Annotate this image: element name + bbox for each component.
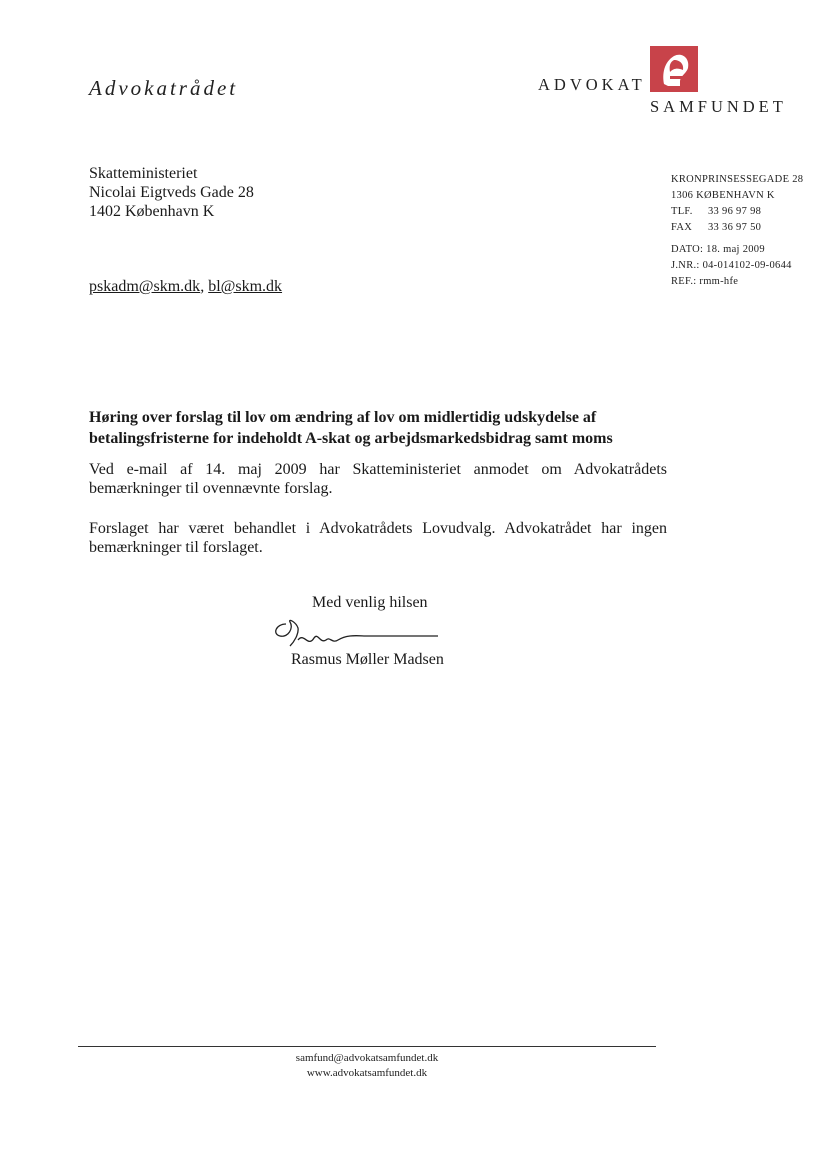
- recipient-address: [89, 164, 254, 221]
- tlf-label: TLF.: [671, 206, 693, 217]
- council-name: Advokatrådet: [89, 76, 239, 100]
- ref-value: rmm-hfe: [699, 276, 739, 287]
- recipient-city: 1402 København K: [89, 203, 215, 220]
- footer-email[interactable]: samfund@advokatsamfundet.dk: [295, 1052, 439, 1064]
- dato-label: DATO:: [671, 244, 704, 255]
- jnr-value: 04-014102-09-0644: [702, 260, 792, 271]
- letter-heading: Høring over forslag til lov om ændring af lov om midlertidig udskydelse af betalingsfristerne for indeholdt A-skat og arbejdsmarkedsbidrag samt moms: [89, 409, 613, 447]
- fax-label: FAX: [671, 222, 693, 233]
- footer-website[interactable]: www.advokatsamfundet.dk: [306, 1067, 428, 1079]
- sender-fax: [671, 220, 803, 236]
- email-link-bl[interactable]: bl@skm.dk: [208, 278, 283, 295]
- footer: [78, 1051, 656, 1081]
- recipient-emails: [89, 278, 282, 296]
- sender-phone: [671, 204, 803, 220]
- closing-salutation: Med venlig hilsen: [312, 594, 428, 611]
- jnr-label: J.NR.:: [671, 260, 700, 271]
- logo-text-samfundet: SAMFUNDET: [650, 97, 787, 116]
- fax-value: 33 36 97 50: [708, 222, 762, 233]
- sender-jnr: [671, 258, 803, 274]
- helmet-logo-icon: [650, 46, 698, 92]
- recipient-name: Skatteministeriet: [89, 165, 198, 182]
- sender-ref: [671, 274, 803, 290]
- paragraph-2: Forslaget har været behandlet i Advokatrådets Lovudvalg. Advokatrådet har ingen bemærkninger til forslaget.: [89, 520, 667, 556]
- sender-info: [671, 172, 803, 290]
- sender-city: 1306 KØBENHAVN K: [671, 190, 775, 201]
- tlf-value: 33 96 97 98: [708, 206, 762, 217]
- recipient-street: Nicolai Eigtveds Gade 28: [89, 184, 254, 201]
- footer-divider: [78, 1046, 656, 1047]
- sender-date: [671, 242, 803, 258]
- ref-label: REF.:: [671, 276, 697, 287]
- email-link-pskadm[interactable]: pskadm@skm.dk: [89, 278, 201, 295]
- dato-value: 18. maj 2009: [706, 244, 765, 255]
- paragraph-1: Ved e-mail af 14. maj 2009 har Skatteministeriet anmodet om Advokatrådets bemærkninger til ovennævnte forslag.: [89, 461, 667, 497]
- email-separator: ,: [200, 278, 209, 295]
- sender-street: KRONPRINSESSEGADE 28: [671, 174, 804, 185]
- signer-name: Rasmus Møller Madsen: [291, 651, 444, 668]
- logo-text-advokat: ADVOKAT: [538, 75, 646, 94]
